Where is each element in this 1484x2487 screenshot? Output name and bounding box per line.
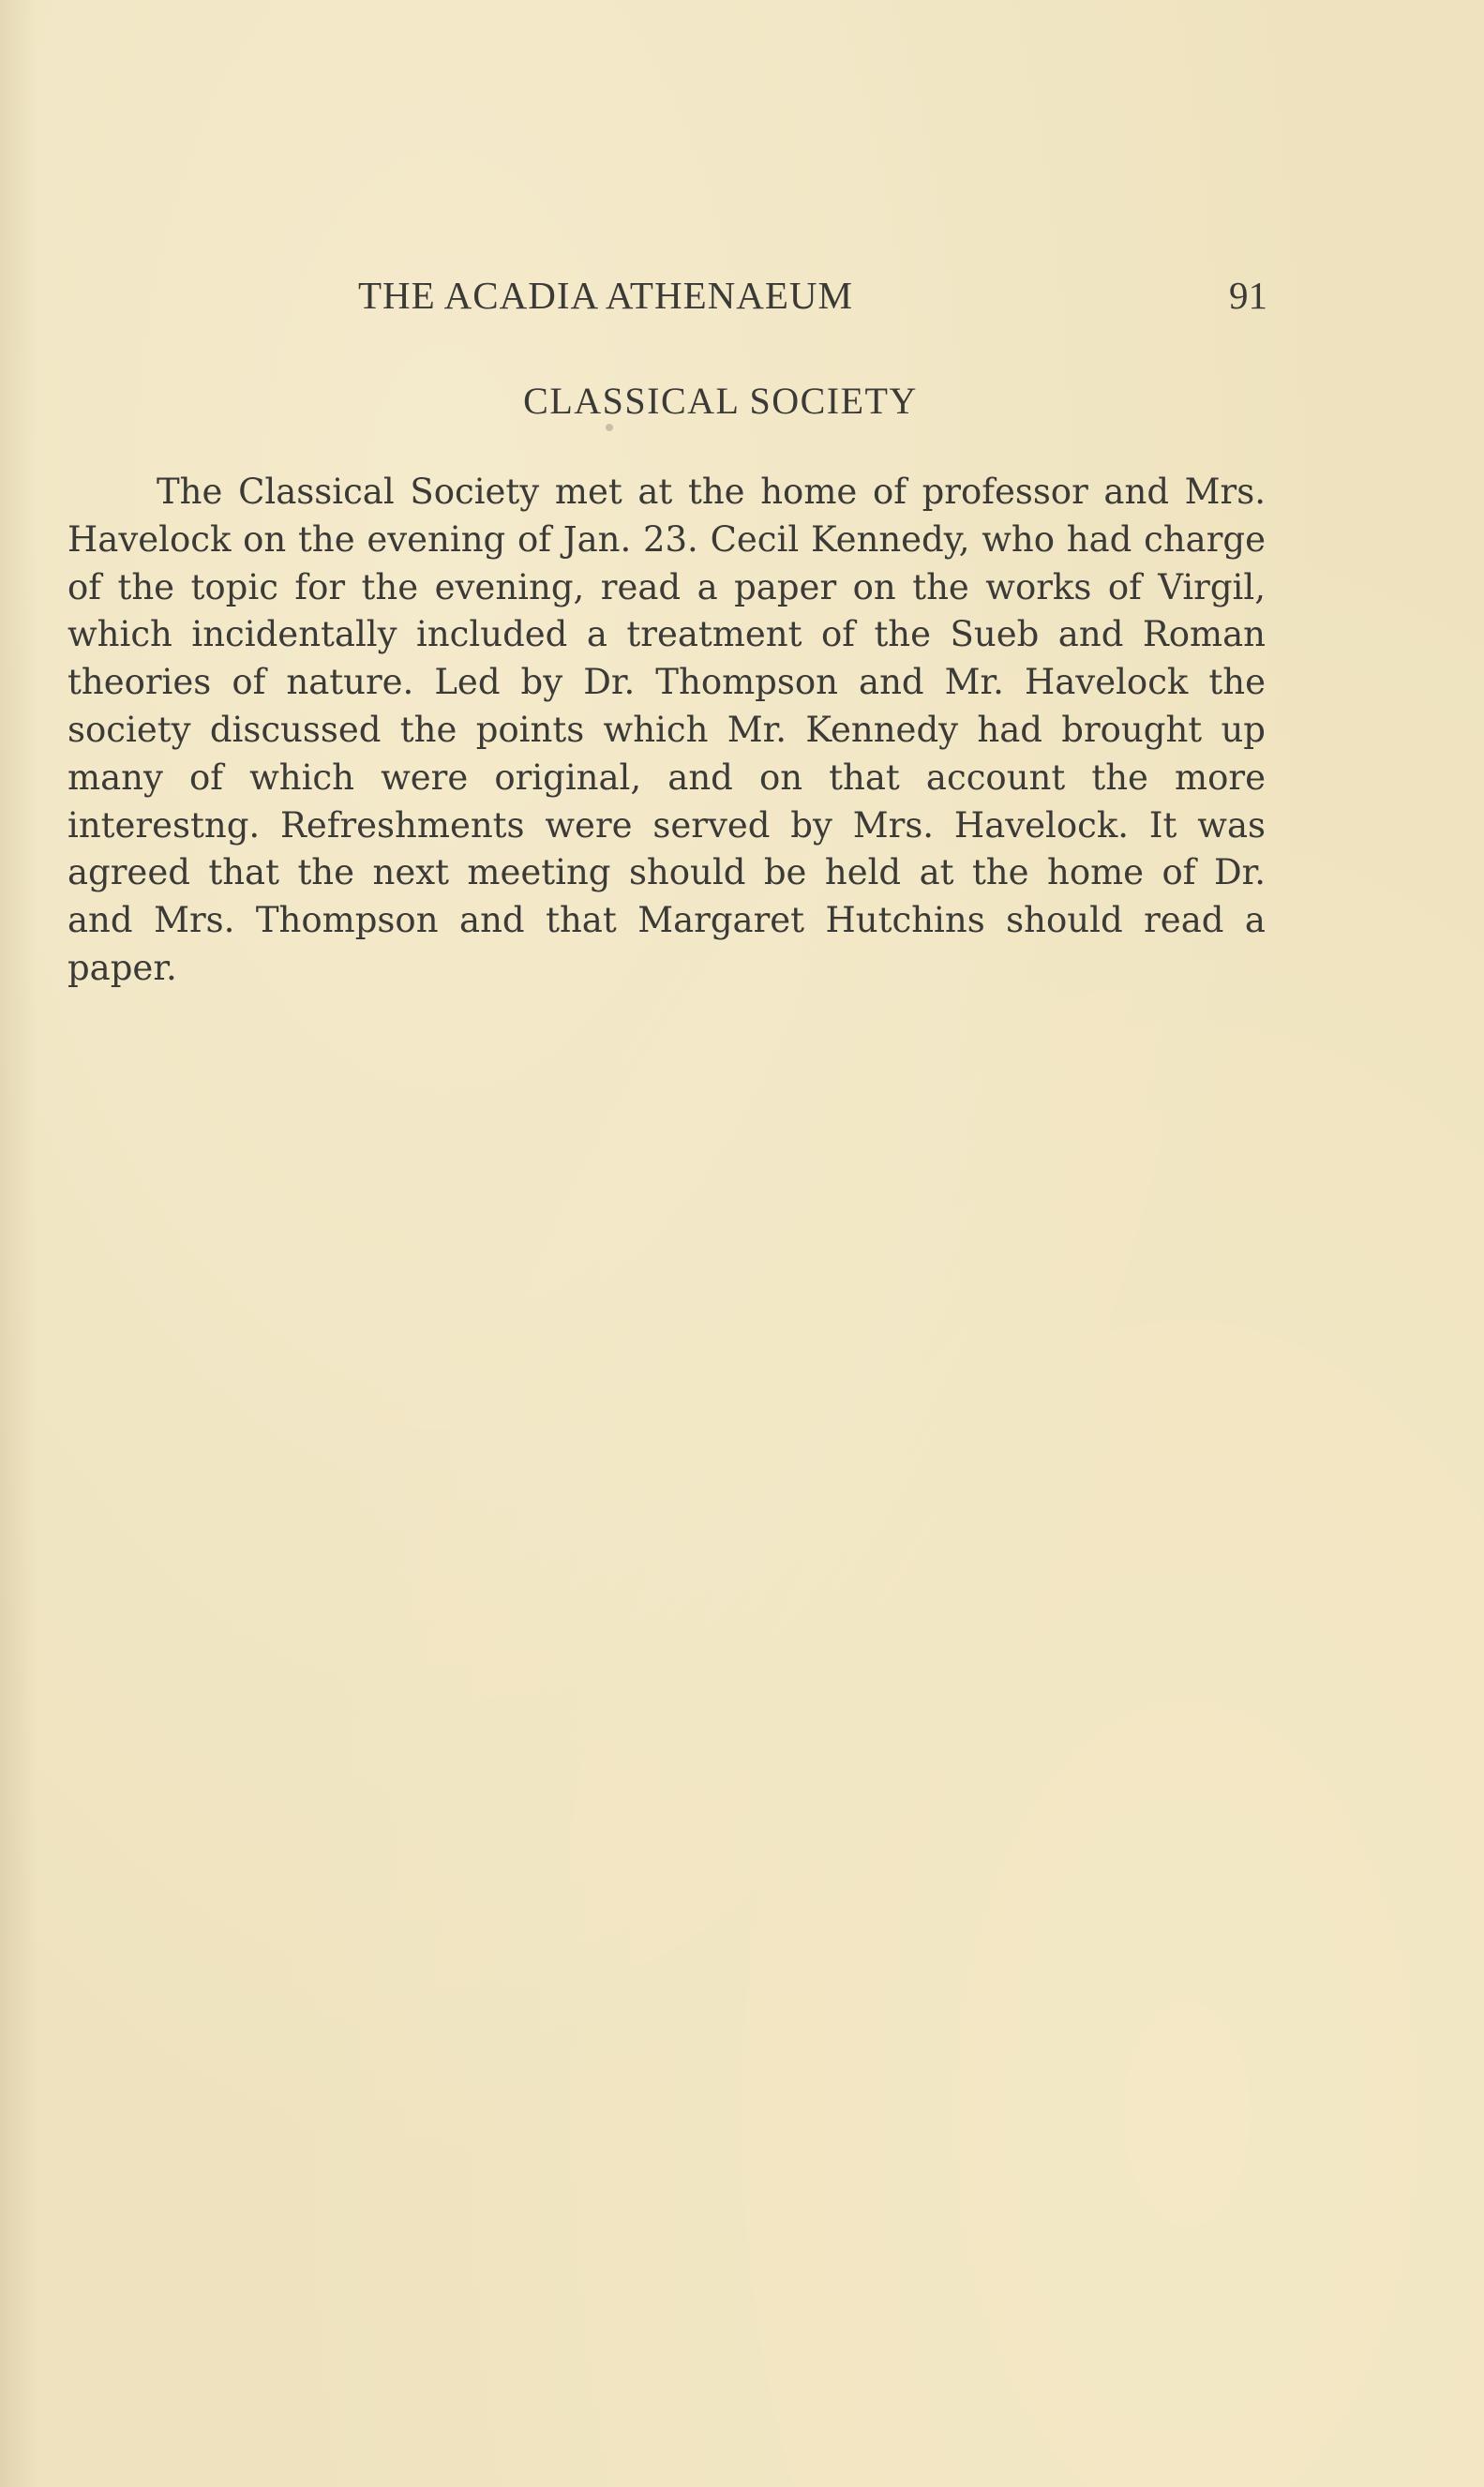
- journal-title: THE ACADIA ATHENAEUM: [358, 274, 853, 317]
- running-head: [358, 267, 1267, 323]
- section-title: CLASSICAL SOCIETY: [523, 380, 918, 422]
- article-paragraph: The Classical Society met at the home of professor and Mrs. Havelock on the evening of Jan. 23. Cecil Kennedy, who had charge of the topic for the evening, read a paper on the works of Virgil, which incidentally included a treatment of the Sueb and Roman theories of nature. Led by Dr. Thompson and Mr. Havelock the society discussed the points which Mr. Kennedy had brought up many of which were original, and on that account the more interestng. Refreshments were served by Mrs. Havelock. It was agreed that the next meeting should be held at the home of Dr. and Mrs. Thompson and that Margaret Hutchins should read a paper.: [67, 472, 1266, 988]
- ornament-dot: [606, 424, 613, 431]
- page-number: 91: [1229, 274, 1267, 317]
